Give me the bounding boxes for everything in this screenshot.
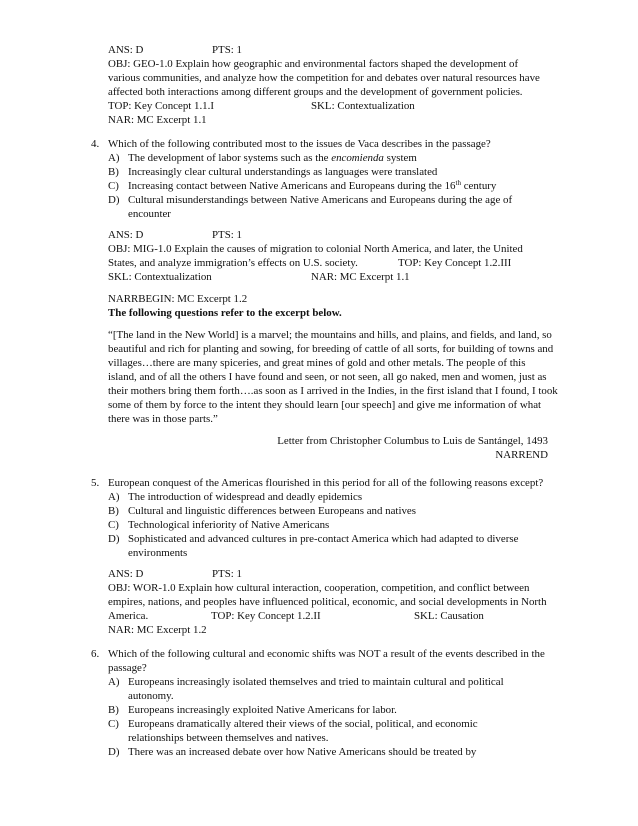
choice-b: Cultural and linguistic differences between Europeans and natives [128,505,417,517]
choice-a [128,151,417,165]
question-stem: European conquest of the Americas flourished in this period for all of the following reasons except? [108,477,544,489]
points-line [212,43,242,57]
choice-c: Europeans dramatically altered their views of the social, political, and economic [128,718,478,730]
narrative-begin: NARRBEGIN: MC Excerpt 1.2 [108,293,248,305]
points-line: PTS: 1 [212,229,242,241]
objective-line: empires, nations, and peoples have influenced political, economic, and social developments in North [108,596,547,608]
topic-line: TOP: Key Concept 1.1.I [108,100,214,112]
skill-line: SKL: Contextualization [108,271,212,283]
excerpt-line: “[The land in the New World] is a marvel; the mountains and hills, and plains, and fields, and land, so [108,329,552,341]
choice-letter: A) [108,152,120,164]
choice-letter: B) [108,704,119,716]
excerpt-line: island, and of all the others I have found and seen, or not seen, all go naked, men and women, just as [108,371,547,383]
choice-text: The development of labor systems such as the [128,152,332,164]
choice-text: system [383,152,417,164]
question-number: 4. [91,138,100,150]
question-number: 5. [91,477,100,489]
narrative-line: NAR: MC Excerpt 1.1 [108,114,207,126]
choice-emphasis: encomienda [331,152,384,164]
points-value: PTS: 1 [212,44,242,56]
excerpt-source: Letter from Christopher Columbus to Luis de Santángel, 1493 [277,435,548,447]
choice-letter: C) [108,519,119,531]
superscript: th [455,179,461,187]
excerpt-line: some of them by force to the intent they should learn [our speech] and give me information of what [108,399,542,411]
narrative-end: NARREND [495,449,548,461]
objective-line: various communities, and analyze how the competition for and debates over natural resources have [108,72,540,84]
skill-line: SKL: Contextualization [311,100,415,112]
choice-letter: C) [108,180,119,192]
excerpt-line: there was in those parts.” [108,413,218,425]
answer-line [108,43,143,57]
choice-c-cont: relationships between themselves and natives. [128,732,329,744]
objective-line: America. [108,610,149,622]
excerpt-heading: The following questions refer to the excerpt below. [108,307,342,319]
choice-d: Cultural misunderstandings between Native Americans and Europeans during the age of [128,194,513,206]
objective-line: OBJ: GEO-1.0 Explain how geographic and environmental factors shaped the development of [108,58,519,70]
objective-line: affected both interactions among different groups and the development of government policies. [108,86,523,98]
choice-d: Sophisticated and advanced cultures in pre-contact America which had adapted to diverse [128,533,519,545]
choice-text: century [460,180,497,192]
answer-value: ANS: D [108,44,144,56]
skill-line: SKL: Causation [414,610,484,622]
choice-letter: C) [108,718,119,730]
question-stem-cont: passage? [108,662,147,674]
choice-d-cont: environments [128,547,188,559]
choice-letter: D) [108,194,120,206]
choice-letter: A) [108,491,120,503]
choice-letter: B) [108,505,119,517]
choice-letter: D) [108,746,120,758]
choice-d-cont: encounter [128,208,171,220]
choice-b: Europeans increasingly exploited Native Americans for labor. [128,704,397,716]
choice-c [128,179,496,193]
choice-letter: B) [108,166,119,178]
choice-letter: D) [108,533,120,545]
choice-text: Increasing contact between Native Americans and Europeans during the 16 [128,180,456,192]
choice-c: Technological inferiority of Native Americans [128,519,330,531]
answer-line: ANS: D [108,229,144,241]
topic-line: TOP: Key Concept 1.2.II [211,610,321,622]
question-stem: Which of the following contributed most to the issues de Vaca describes in the passage? [108,138,491,150]
narrative-line: NAR: MC Excerpt 1.1 [311,271,410,283]
answer-line: ANS: D [108,568,144,580]
points-line: PTS: 1 [212,568,242,580]
choice-a: The introduction of widespread and deadly epidemics [128,491,363,503]
topic-line: TOP: Key Concept 1.2.III [398,257,512,269]
objective-line: OBJ: MIG-1.0 Explain the causes of migration to colonial North America, and later, the United [108,243,523,255]
question-number: 6. [91,648,100,660]
choice-letter: A) [108,676,120,688]
question-stem: Which of the following cultural and economic shifts was NOT a result of the events described in the [108,648,545,660]
objective-line: OBJ: WOR-1.0 Explain how cultural interaction, cooperation, competition, and conflict between [108,582,530,594]
choice-b: Increasingly clear cultural understandings as languages were translated [128,166,438,178]
excerpt-line: villages…there are many spiceries, and great mines of gold and other metals. The people of this [108,357,526,369]
choice-d: There was an increased debate over how Native Americans should be treated by [128,746,477,758]
choice-a-cont: autonomy. [128,690,174,702]
objective-line: States, and analyze immigration’s effects on U.S. society. [108,257,358,269]
excerpt-line: their mothers bring them forth….as soon as I arrived in the Indies, in the first island that I found, I took [108,385,558,397]
excerpt-line: beautiful and rich for planting and sowing, for breeding of cattle of all sorts, for building of towns and [108,343,554,355]
choice-a: Europeans increasingly isolated themselves and tried to maintain cultural and political [128,676,504,688]
narrative-line: NAR: MC Excerpt 1.2 [108,624,207,636]
